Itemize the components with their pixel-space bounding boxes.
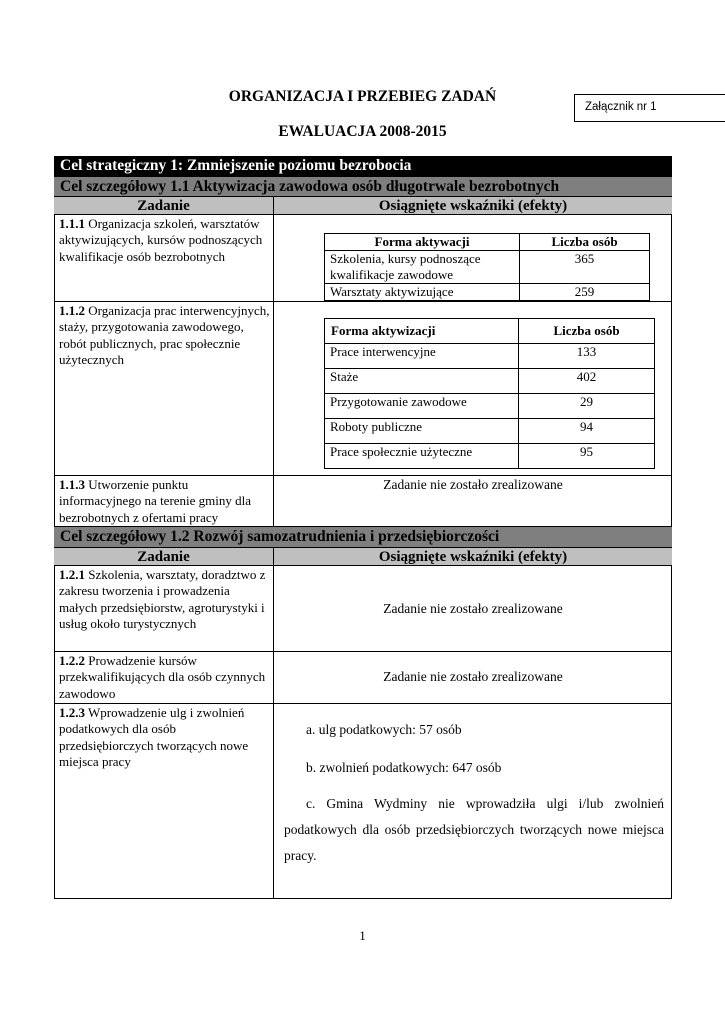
- column-header-task: Zadanie: [137, 549, 190, 565]
- table-cell-count: 95: [519, 444, 655, 469]
- table-forma-aktywizacji: [324, 318, 655, 469]
- table-row: [325, 444, 655, 469]
- result-a: a. ulg podatkowych: 57 osób: [306, 722, 462, 737]
- section1-column-header: [54, 197, 672, 215]
- table-cell-count: 94: [519, 419, 655, 444]
- section2-column-header: [54, 548, 672, 566]
- task-id: 1.2.1: [59, 567, 85, 582]
- task-id: 1.1.2: [59, 303, 85, 318]
- task-result: Zadanie nie zostało zrealizowane: [383, 669, 563, 684]
- result-c: c. Gmina Wydminy nie wprowadziła ulgi i/lub zwolnień podatkowych dla osób przedsiębiorczych tworzących nowe miejsca pracy.: [284, 796, 664, 863]
- task-result: Zadanie nie zostało zrealizowane: [383, 477, 563, 492]
- table-cell-form: Prace interwencyjne: [325, 344, 519, 369]
- table-row: [325, 251, 650, 284]
- task-1-2-1: [59, 567, 271, 633]
- row-separator: [54, 703, 672, 704]
- table-header-form: Forma aktywizacji: [325, 319, 519, 344]
- table-cell-form: Prace społecznie użyteczne: [325, 444, 519, 469]
- document-title: ORGANIZACJA I PRZEBIEG ZADAŃ: [228, 88, 497, 105]
- table-cell-form: Roboty publiczne: [325, 419, 519, 444]
- result-b: b. zwolnień podatkowych: 647 osób: [306, 760, 502, 775]
- task-1-1-2: [59, 303, 271, 369]
- table-header-form: Forma aktywacji: [325, 234, 520, 251]
- table-cell-count: 133: [519, 344, 655, 369]
- table-cell-form: Warsztaty aktywizujące: [325, 284, 520, 301]
- task-id: 1.1.1: [59, 216, 85, 231]
- table-cell-form: Przygotowanie zawodowe: [325, 394, 519, 419]
- task-text: Organizacja szkoleń, warsztatów aktywizujących, kursów podnoszących kwalifikacje osób bezrobotnych: [59, 216, 263, 264]
- task-text: Utworzenie punktu informacyjnego na terenie gminy dla bezrobotnych z ofertami pracy: [59, 477, 252, 525]
- table-cell-count: 29: [519, 394, 655, 419]
- document-subtitle: EWALUACJA 2008-2015: [278, 123, 447, 140]
- row-separator: [54, 301, 672, 302]
- table-row: [325, 394, 655, 419]
- table-row: [325, 284, 650, 301]
- column-header-task: Zadanie: [137, 198, 190, 214]
- task-text: Prowadzenie kursów przekwalifikujących dla osób czynnych zawodowo: [59, 653, 266, 701]
- table-cell-count: 365: [520, 251, 650, 284]
- table-row: [325, 419, 655, 444]
- task-1-2-2: [59, 653, 271, 702]
- task-result: Zadanie nie zostało zrealizowane: [383, 601, 563, 616]
- task-id: 1.2.3: [59, 705, 85, 720]
- table-cell-count: 259: [520, 284, 650, 301]
- task-1-2-3: [59, 705, 271, 771]
- task-1-1-1: [59, 216, 271, 265]
- strategic-goal-bar: Cel strategiczny 1: Zmniejszenie poziomu bezrobocia: [54, 156, 672, 176]
- row-separator: [54, 475, 672, 476]
- task-text: Organizacja prac interwencyjnych, staży, przygotowania zawodowego, robót publicznych, prac społecznie użytecznych: [59, 303, 270, 368]
- specific-goal-1-2: Cel szczegółowy 1.2 Rozwój samozatrudnienia i przedsiębiorczości: [54, 526, 672, 548]
- task-text: Wprowadzenie ulg i zwolnień podatkowych dla osób przedsiębiorczych tworzących nowe miejsca pracy: [59, 705, 249, 770]
- table-cell-form: Szkolenia, kursy podnoszące kwalifikacje zawodowe: [325, 251, 520, 284]
- task-id: 1.1.3: [59, 477, 85, 492]
- column-header-effects: Osiągnięte wskaźniki (efekty): [273, 548, 672, 566]
- table-header-count: Liczba osób: [519, 319, 655, 344]
- task-id: 1.2.2: [59, 653, 85, 668]
- table-forma-aktywacji: [324, 233, 650, 301]
- table-header-count: Liczba osób: [520, 234, 650, 251]
- table-cell-form: Staże: [325, 369, 519, 394]
- table-cell-count: 402: [519, 369, 655, 394]
- page-number: 1: [359, 928, 366, 943]
- task-1-1-3: [59, 477, 271, 526]
- table-row: [325, 344, 655, 369]
- annex-label: Załącznik nr 1: [574, 94, 725, 122]
- column-header-effects: Osiągnięte wskaźniki (efekty): [273, 197, 672, 215]
- row-separator: [54, 651, 672, 652]
- table-row: [325, 369, 655, 394]
- specific-goal-1-1: Cel szczegółowy 1.1 Aktywizacja zawodowa osób długotrwale bezrobotnych: [54, 176, 672, 197]
- task-text: Szkolenia, warsztaty, doradztwo z zakresu tworzenia i prowadzenia małych przedsiębiorstw, agroturystyki i usług około turystycznych: [59, 567, 266, 632]
